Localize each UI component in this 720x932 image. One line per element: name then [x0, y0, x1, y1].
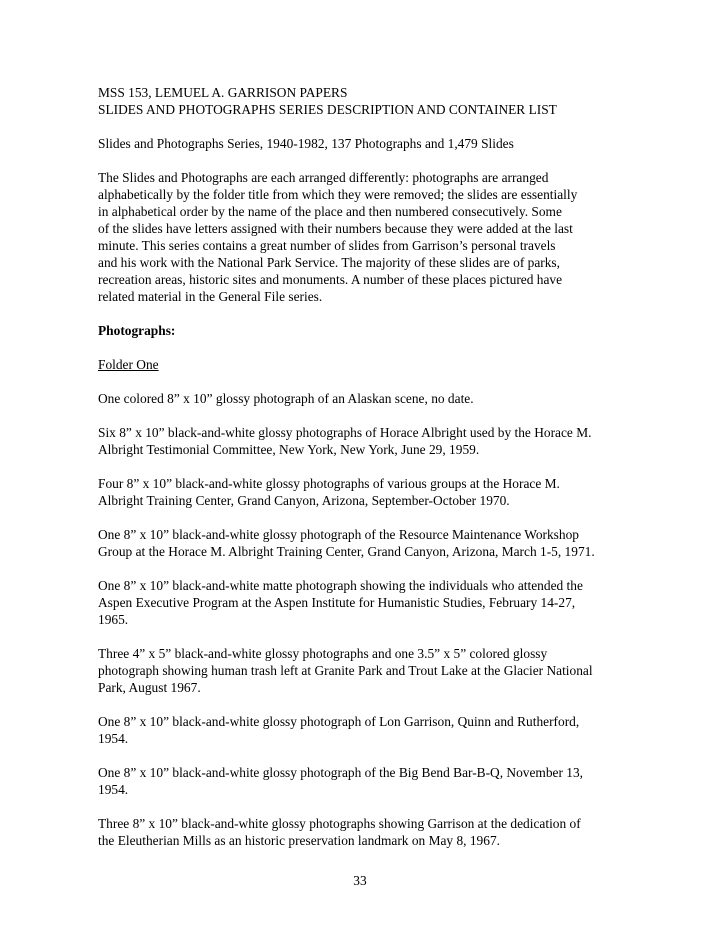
- list-item: [98, 645, 638, 696]
- series-description: [98, 169, 638, 305]
- folder-title: Folder One: [98, 357, 159, 372]
- list-item: [98, 390, 638, 407]
- series-title: Slides and Photographs Series, 1940-1982, 137 Photographs and 1,479 Slides: [98, 136, 514, 151]
- description-line: related material in the General File series.: [98, 289, 323, 304]
- description-line: of the slides have letters assigned with their numbers because they were added at the last: [98, 221, 573, 236]
- entry-line: Six 8” x 10” black-and-white glossy photographs of Horace Albright used by the Horace M.: [98, 425, 592, 440]
- page-number: 33: [353, 873, 367, 888]
- entry-line: Albright Testimonial Committee, New York, New York, June 29, 1959.: [98, 442, 480, 457]
- description-line: The Slides and Photographs are each arranged differently: photographs are arranged: [98, 170, 549, 185]
- entry-line: Park, August 1967.: [98, 680, 201, 695]
- description-line: minute. This series contains a great number of slides from Garrison’s personal travels: [98, 238, 556, 253]
- entry-line: Group at the Horace M. Albright Training Center, Grand Canyon, Arizona, March 1-5, 1971.: [98, 544, 595, 559]
- header-line-2: SLIDES AND PHOTOGRAPHS SERIES DESCRIPTION AND CONTAINER LIST: [98, 102, 557, 117]
- list-item: [98, 713, 638, 747]
- entry-line: Four 8” x 10” black-and-white glossy photographs of various groups at the Horace M.: [98, 476, 560, 491]
- entry-line: Three 4” x 5” black-and-white glossy photographs and one 3.5” x 5” colored glossy: [98, 646, 548, 661]
- entry-line: the Eleutherian Mills as an historic preservation landmark on May 8, 1967.: [98, 833, 500, 848]
- list-item: [98, 424, 638, 458]
- entry-line: 1965.: [98, 612, 129, 627]
- entry-line: 1954.: [98, 782, 129, 797]
- list-item: [98, 815, 638, 849]
- list-item: [98, 764, 638, 798]
- entry-line: 1954.: [98, 731, 129, 746]
- list-item: [98, 577, 638, 628]
- description-line: and his work with the National Park Service. The majority of these slides are of parks,: [98, 255, 560, 270]
- description-line: recreation areas, historic sites and monuments. A number of these places pictured have: [98, 272, 563, 287]
- document-body: [98, 84, 638, 849]
- entry-line: Albright Training Center, Grand Canyon, Arizona, September-October 1970.: [98, 493, 510, 508]
- entry-line: Aspen Executive Program at the Aspen Institute for Humanistic Studies, February 14-27,: [98, 595, 576, 610]
- entry-line: Three 8” x 10” black-and-white glossy photographs showing Garrison at the dedication of: [98, 816, 581, 831]
- header-line-1: MSS 153, LEMUEL A. GARRISON PAPERS: [98, 85, 348, 100]
- entry-line: One 8” x 10” black-and-white glossy photograph of the Big Bend Bar-B-Q, November 13,: [98, 765, 584, 780]
- entry-line: One 8” x 10” black-and-white glossy photograph of Lon Garrison, Quinn and Rutherford,: [98, 714, 580, 729]
- section-heading: Photographs:: [98, 323, 176, 338]
- entry-line: One 8” x 10” black-and-white matte photograph showing the individuals who attended the: [98, 578, 583, 593]
- entry-list: [98, 390, 638, 849]
- entry-line: photograph showing human trash left at Granite Park and Trout Lake at the Glacier National: [98, 663, 593, 678]
- list-item: [98, 475, 638, 509]
- description-line: in alphabetical order by the name of the place and then numbered consecutively. Some: [98, 204, 562, 219]
- entry-line: One 8” x 10” black-and-white glossy photograph of the Resource Maintenance Workshop: [98, 527, 579, 542]
- entry-line: One colored 8” x 10” glossy photograph of an Alaskan scene, no date.: [98, 391, 474, 406]
- description-line: alphabetically by the folder title from which they were removed; the slides are essentially: [98, 187, 578, 202]
- list-item: [98, 526, 638, 560]
